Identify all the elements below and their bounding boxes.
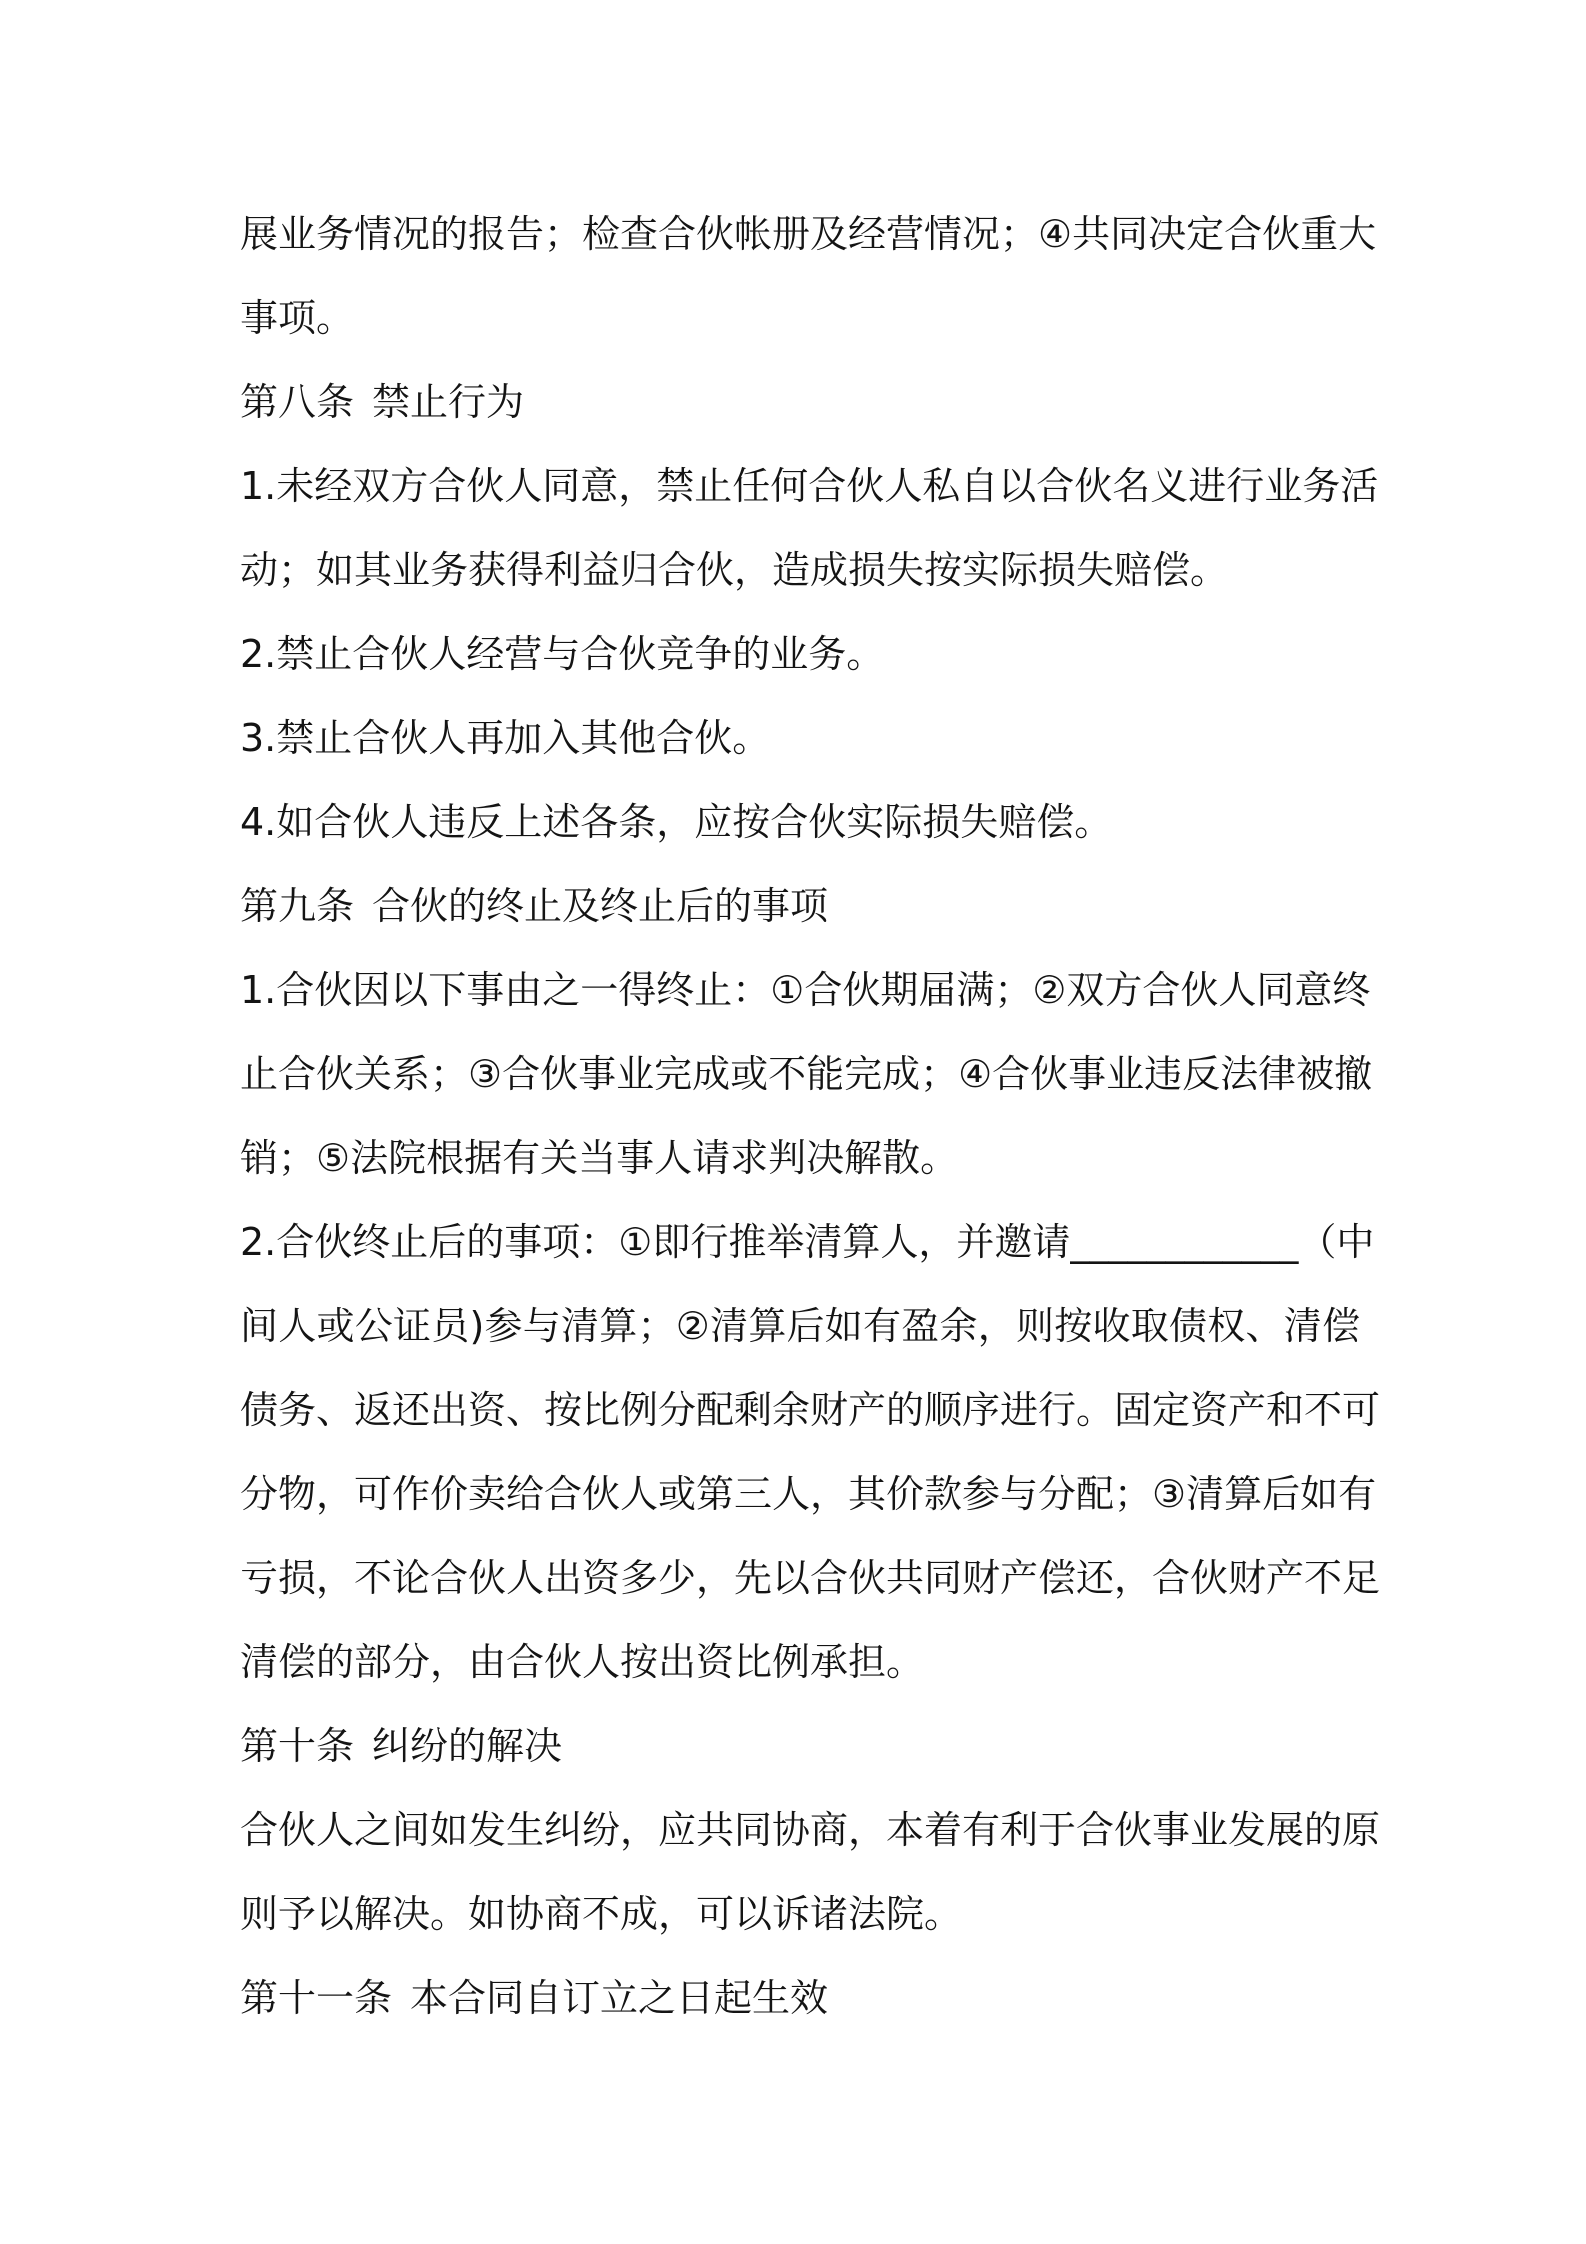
- clause-paragraph: [240, 948, 1373, 1200]
- text-line: 间人或公证员)参与清算；②清算后如有盈余，则按收取债权、清偿: [240, 1304, 1360, 1348]
- article-heading-line: [240, 1956, 1360, 2040]
- text-line: 展业务情况的报告；检查合伙帐册及经营情况；④共同决定合伙重大: [240, 212, 1377, 256]
- article-number: 第十条: [240, 1724, 355, 1768]
- text-line: 合伙人之间如发生纠纷，应共同协商，本着有利于合伙事业发展的原: [240, 1808, 1381, 1852]
- article-number: 第十一条: [240, 1976, 393, 2020]
- text-line: 清偿的部分，由合伙人按出资比例承担。: [240, 1640, 925, 1684]
- text-line: 4.如合伙人违反上述各条，应按合伙实际损失赔偿。: [240, 800, 1113, 844]
- text-line: 2.禁止合伙人经营与合伙竞争的业务。: [240, 632, 885, 676]
- text-line: 债务、返还出资、按比例分配剩余财产的顺序进行。固定资产和不可: [240, 1388, 1381, 1432]
- text-line: 2.合伙终止后的事项：①即行推举清算人，并邀请____________（中: [240, 1220, 1375, 1264]
- article-heading-line: [240, 360, 1360, 444]
- text-line: 1.未经双方合伙人同意，禁止任何合伙人私自以合伙名义进行业务活: [240, 464, 1379, 508]
- clause-paragraph: [240, 444, 1379, 612]
- article-heading: [240, 1704, 1360, 1788]
- article-heading: [240, 1956, 1360, 2040]
- clause-paragraph: [240, 192, 1377, 360]
- text-line: 亏损，不论合伙人出资多少，先以合伙共同财产偿还，合伙财产不足: [240, 1556, 1381, 1600]
- clause-paragraph: [240, 696, 1360, 780]
- article-title: 禁止行为: [372, 380, 525, 424]
- article-number: 第八条: [240, 380, 355, 424]
- clause-paragraph: [240, 1788, 1381, 1956]
- article-number: 第九条: [240, 884, 355, 928]
- text-line: 事项。: [240, 296, 355, 340]
- text-line: 销；⑤法院根据有关当事人请求判决解散。: [240, 1136, 959, 1180]
- article-heading-line: [240, 864, 1360, 948]
- text-line: 1.合伙因以下事由之一得终止：①合伙期届满；②双方合伙人同意终: [240, 968, 1371, 1012]
- article-heading-line: [240, 1704, 1360, 1788]
- text-line: 动；如其业务获得利益归合伙，造成损失按实际损失赔偿。: [240, 548, 1229, 592]
- text-line: 则予以解决。如协商不成，可以诉诸法院。: [240, 1892, 963, 1936]
- clause-paragraph: [240, 612, 1360, 696]
- clause-paragraph: [240, 1200, 1381, 1704]
- clause-paragraph: [240, 780, 1360, 864]
- text-line: 3.禁止合伙人再加入其他合伙。: [240, 716, 771, 760]
- contract-page: [240, 192, 1381, 2040]
- article-heading: [240, 864, 1360, 948]
- text-line: 分物，可作价卖给合伙人或第三人，其价款参与分配；③清算后如有: [240, 1472, 1377, 1516]
- article-heading: [240, 360, 1360, 444]
- text-line: 止合伙关系；③合伙事业完成或不能完成；④合伙事业违反法律被撤: [240, 1052, 1373, 1096]
- article-title: 纠纷的解决: [372, 1724, 563, 1768]
- article-title: 本合同自订立之日起生效: [410, 1976, 829, 2020]
- article-title: 合伙的终止及终止后的事项: [372, 884, 829, 928]
